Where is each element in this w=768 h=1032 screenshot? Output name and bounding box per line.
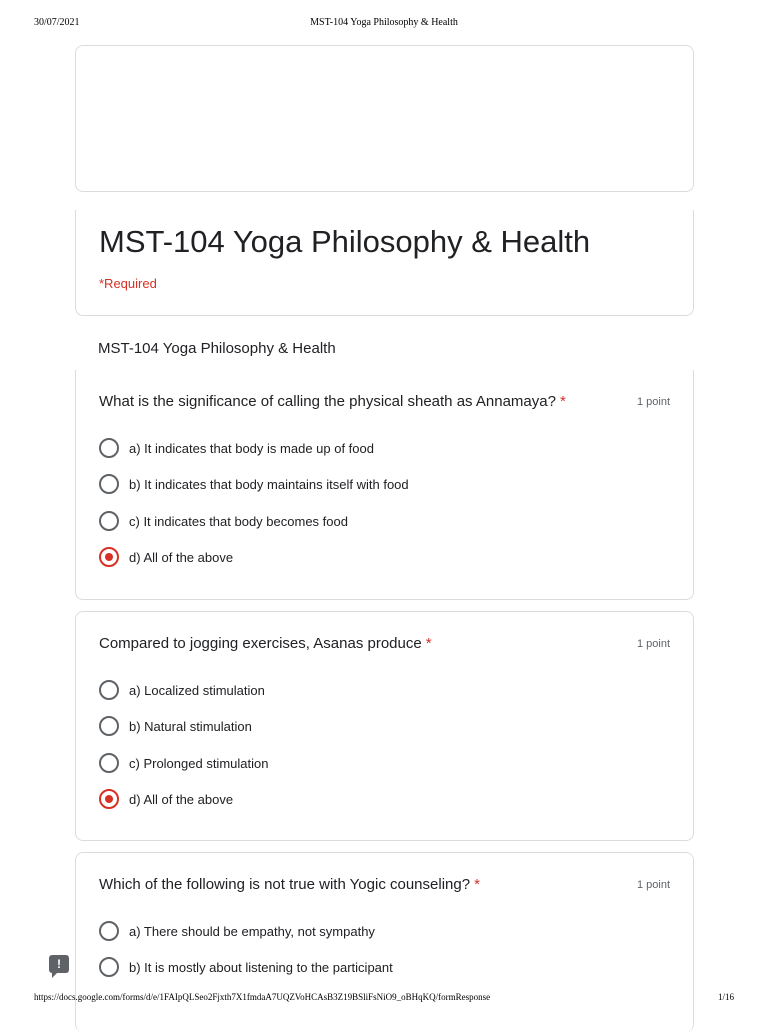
question-points: 1 point	[636, 879, 670, 891]
radio-button-checked[interactable]	[99, 547, 119, 567]
required-star: *	[425, 635, 432, 652]
radio-button[interactable]	[99, 753, 119, 773]
option-label: c) It indicates that body becomes food	[129, 513, 348, 529]
radio-option[interactable]	[99, 473, 409, 495]
question-text	[99, 393, 566, 410]
radio-option[interactable]	[99, 920, 375, 942]
radio-button-checked[interactable]	[99, 789, 119, 809]
question-card	[75, 611, 694, 841]
question-points: 1 point	[636, 638, 670, 650]
feedback-icon[interactable]	[49, 955, 69, 973]
question-label: What is the significance of calling the physical sheath as Annamaya?	[99, 393, 556, 410]
radio-button[interactable]	[99, 680, 119, 700]
radio-option-selected[interactable]	[99, 788, 233, 810]
radio-button[interactable]	[99, 957, 119, 977]
option-label: c) Prolonged stimulation	[129, 755, 269, 771]
option-label: a) There should be empathy, not sympathy	[129, 923, 375, 939]
question-card	[75, 370, 694, 600]
required-star: *	[474, 876, 480, 893]
question-text	[99, 876, 480, 893]
option-label: b) It is mostly about listening to the participant	[129, 959, 393, 975]
radio-option[interactable]	[99, 437, 374, 459]
radio-button[interactable]	[99, 474, 119, 494]
required-note: *Required	[99, 276, 157, 291]
radio-option-selected[interactable]	[99, 546, 233, 568]
print-header	[0, 17, 768, 31]
question-label: Compared to jogging exercises, Asanas produce	[99, 635, 422, 652]
print-title: MST-104 Yoga Philosophy & Health	[310, 17, 458, 28]
radio-option[interactable]	[99, 510, 348, 532]
form-title-card	[75, 210, 694, 316]
radio-option[interactable]	[99, 679, 265, 701]
option-label: b) Natural stimulation	[129, 718, 252, 734]
form-title: MST-104 Yoga Philosophy & Health	[99, 224, 591, 259]
required-star: *	[559, 393, 566, 410]
header-banner	[75, 45, 694, 192]
radio-option[interactable]	[99, 752, 268, 774]
option-label: b) It indicates that body maintains itself with food	[129, 476, 409, 492]
option-label: a) It indicates that body is made up of food	[129, 440, 374, 456]
feedback-glyph: !	[57, 957, 61, 971]
page-number: 1/16	[717, 992, 734, 1002]
question-label: Which of the following is not true with Yogic counseling?	[99, 876, 471, 893]
radio-button[interactable]	[99, 438, 119, 458]
section-title: MST-104 Yoga Philosophy & Health	[98, 340, 336, 357]
radio-button[interactable]	[99, 511, 119, 531]
option-label: a) Localized stimulation	[129, 682, 265, 698]
radio-option[interactable]	[99, 715, 252, 737]
option-label: d) All of the above	[129, 549, 234, 565]
print-footer	[0, 992, 768, 1006]
option-label: d) All of the above	[129, 791, 234, 807]
question-points: 1 point	[636, 396, 670, 408]
radio-button[interactable]	[99, 921, 119, 941]
question-text	[99, 635, 432, 652]
radio-button[interactable]	[99, 716, 119, 736]
print-date: 30/07/2021	[34, 17, 80, 28]
radio-option[interactable]	[99, 956, 393, 978]
print-url: https://docs.google.com/forms/d/e/1FAIpQLSeo2Fjxth7X1fmdaA7UQZVoHCAsB3Z19BSliFsNiO9_oBHqKQ/formResponse	[34, 992, 491, 1002]
